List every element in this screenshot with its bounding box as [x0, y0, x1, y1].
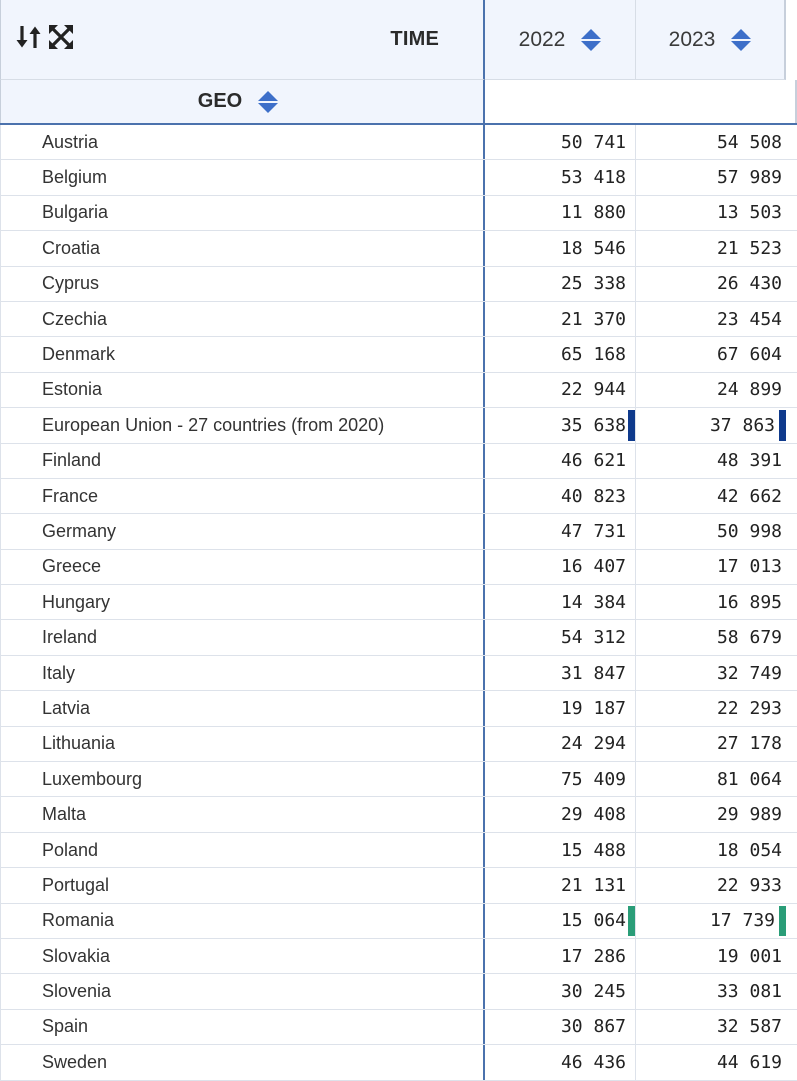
table-row: [0, 160, 797, 195]
table-row: [0, 196, 797, 231]
geo-row-label[interactable]: Spain: [0, 1010, 485, 1044]
table-row: [0, 727, 797, 762]
table-body: [0, 125, 797, 1081]
value-cell-2022[interactable]: 46 436: [485, 1045, 636, 1079]
geo-row-label[interactable]: Slovenia: [0, 974, 485, 1008]
value-cell-2022[interactable]: 75 409: [485, 762, 636, 796]
geo-row-label[interactable]: Hungary: [0, 585, 485, 619]
value-cell-2023[interactable]: 19 001: [716, 945, 782, 967]
value-cell-2022[interactable]: 31 847: [485, 656, 636, 690]
value-cell-2022[interactable]: 17 286: [485, 939, 636, 973]
value-cell-2023[interactable]: 57 989: [716, 167, 782, 189]
value-cell-2023[interactable]: 81 064: [716, 768, 782, 790]
geo-row-label[interactable]: Malta: [0, 797, 485, 831]
table-row: [0, 797, 797, 832]
value-cell-2022[interactable]: 18 546: [485, 231, 636, 265]
value-cell-2023[interactable]: 22 933: [716, 874, 782, 896]
geo-row-label[interactable]: Poland: [0, 833, 485, 867]
geo-row-label[interactable]: Denmark: [0, 337, 485, 371]
value-cell-2023[interactable]: 23 454: [716, 308, 782, 330]
value-cell-2023[interactable]: 54 508: [716, 131, 782, 153]
column-header-2022[interactable]: [485, 0, 636, 80]
table-row: [0, 373, 797, 408]
value-cell-2022[interactable]: 15 488: [485, 833, 636, 867]
table-row: [0, 939, 797, 974]
value-cell-2022[interactable]: 21 131: [485, 868, 636, 902]
value-cell-2022[interactable]: 25 338: [485, 267, 636, 301]
value-cell-2023[interactable]: 27 178: [716, 733, 782, 755]
value-cell-2023[interactable]: 17 013: [716, 556, 782, 578]
table-row: [0, 550, 797, 585]
geo-row-label[interactable]: Croatia: [0, 231, 485, 265]
value-cell-2023[interactable]: 17 739: [636, 904, 786, 938]
value-cell-2023[interactable]: 22 293: [716, 697, 782, 719]
geo-row-label[interactable]: Bulgaria: [0, 196, 485, 230]
value-cell-2023[interactable]: 33 081: [716, 981, 782, 1003]
year-label: 2022: [518, 27, 566, 51]
value-cell-2023[interactable]: 37 863: [636, 408, 786, 442]
table-row: [0, 408, 797, 443]
value-cell-2022[interactable]: 21 370: [485, 302, 636, 336]
value-cell-2022[interactable]: 30 867: [485, 1010, 636, 1044]
table-row: [0, 691, 797, 726]
column-header-2023[interactable]: [636, 0, 786, 80]
value-cell-2022[interactable]: 40 823: [485, 479, 636, 513]
value-cell-2022[interactable]: 19 187: [485, 691, 636, 725]
header-spacer: [485, 80, 797, 123]
table-row: [0, 1045, 797, 1080]
value-cell-2022[interactable]: 35 638: [485, 408, 636, 442]
geo-row-label[interactable]: Finland: [0, 444, 485, 478]
value-cell-2023[interactable]: 26 430: [716, 273, 782, 295]
value-cell-2022[interactable]: 65 168: [485, 337, 636, 371]
table-row: [0, 1010, 797, 1045]
table-corner: [0, 0, 485, 80]
table-row: [0, 125, 797, 160]
table-row: [0, 904, 797, 939]
value-cell-2022[interactable]: 29 408: [485, 797, 636, 831]
sort-toggle-icon[interactable]: [258, 91, 278, 113]
geo-row-label[interactable]: Czechia: [0, 302, 485, 336]
value-cell-2022[interactable]: 50 741: [485, 125, 636, 159]
value-cell-2022[interactable]: 53 418: [485, 160, 636, 194]
sort-toggle-icon[interactable]: [581, 29, 601, 51]
value-cell-2023[interactable]: 58 679: [716, 627, 782, 649]
value-cell-2022[interactable]: 22 944: [485, 373, 636, 407]
value-cell-2022[interactable]: 46 621: [485, 444, 636, 478]
geo-row-label[interactable]: Greece: [0, 550, 485, 584]
table-row: [0, 620, 797, 655]
value-cell-2023[interactable]: 16 895: [716, 591, 782, 613]
geo-row-label[interactable]: Italy: [0, 656, 485, 690]
table-row: [0, 833, 797, 868]
table-tools: [15, 23, 75, 56]
table-row: [0, 585, 797, 620]
value-cell-2023[interactable]: 32 749: [716, 662, 782, 684]
table-row: [0, 514, 797, 549]
table-row: [0, 302, 797, 337]
geo-row-label[interactable]: Belgium: [0, 160, 485, 194]
table-row: [0, 868, 797, 903]
geo-row-label[interactable]: Ireland: [0, 620, 485, 654]
value-cell-2023[interactable]: 13 503: [716, 202, 782, 224]
value-cell-2022[interactable]: 15 064: [485, 904, 636, 938]
table-row: [0, 974, 797, 1009]
value-cell-2023[interactable]: 50 998: [716, 520, 782, 542]
value-cell-2023[interactable]: 21 523: [716, 237, 782, 259]
value-cell-2022[interactable]: 30 245: [485, 974, 636, 1008]
geo-row-label[interactable]: Cyprus: [0, 267, 485, 301]
geo-row-label[interactable]: Romania: [0, 904, 485, 938]
value-cell-2023[interactable]: 67 604: [716, 344, 782, 366]
sort-arrows-icon[interactable]: [15, 23, 43, 56]
table-row: [0, 762, 797, 797]
geo-row-label[interactable]: France: [0, 479, 485, 513]
value-cell-2022[interactable]: 47 731: [485, 514, 636, 548]
expand-icon[interactable]: [47, 23, 75, 56]
geo-row-label[interactable]: Latvia: [0, 691, 485, 725]
header-row-geo: [0, 80, 797, 125]
value-cell-2023[interactable]: 32 587: [716, 1016, 782, 1038]
geo-dimension-label: GEO: [197, 90, 243, 112]
geo-row-label[interactable]: Portugal: [0, 868, 485, 902]
table-row: [0, 444, 797, 479]
table-row: [0, 337, 797, 372]
geo-row-label[interactable]: European Union - 27 countries (from 2020): [0, 408, 485, 442]
value-cell-2023[interactable]: 18 054: [716, 839, 782, 861]
geo-row-label[interactable]: Germany: [0, 514, 485, 548]
geo-row-label[interactable]: Luxembourg: [0, 762, 485, 796]
value-cell-2023[interactable]: 24 899: [716, 379, 782, 401]
table-row: [0, 479, 797, 514]
table-row: [0, 656, 797, 691]
value-cell-2023[interactable]: 42 662: [716, 485, 782, 507]
geo-row-label[interactable]: Sweden: [0, 1045, 485, 1079]
geo-row-label[interactable]: Austria: [0, 125, 485, 159]
sort-toggle-icon[interactable]: [731, 29, 751, 51]
year-label: 2023: [668, 27, 716, 51]
table-row: [0, 231, 797, 266]
value-cell-2022[interactable]: 24 294: [485, 727, 636, 761]
geo-row-label[interactable]: Lithuania: [0, 727, 485, 761]
value-cell-2023[interactable]: 29 989: [716, 804, 782, 826]
geo-row-label[interactable]: Estonia: [0, 373, 485, 407]
time-dimension-label[interactable]: TIME: [390, 28, 439, 50]
value-cell-2022[interactable]: 14 384: [485, 585, 636, 619]
geo-row-label[interactable]: Slovakia: [0, 939, 485, 973]
header-row-time: [0, 0, 797, 80]
value-cell-2022[interactable]: 16 407: [485, 550, 636, 584]
value-cell-2022[interactable]: 54 312: [485, 620, 636, 654]
value-cell-2022[interactable]: 11 880: [485, 196, 636, 230]
table-row: [0, 267, 797, 302]
value-cell-2023[interactable]: 48 391: [716, 450, 782, 472]
value-cell-2023[interactable]: 44 619: [716, 1051, 782, 1073]
geo-dimension-header[interactable]: [0, 80, 485, 123]
